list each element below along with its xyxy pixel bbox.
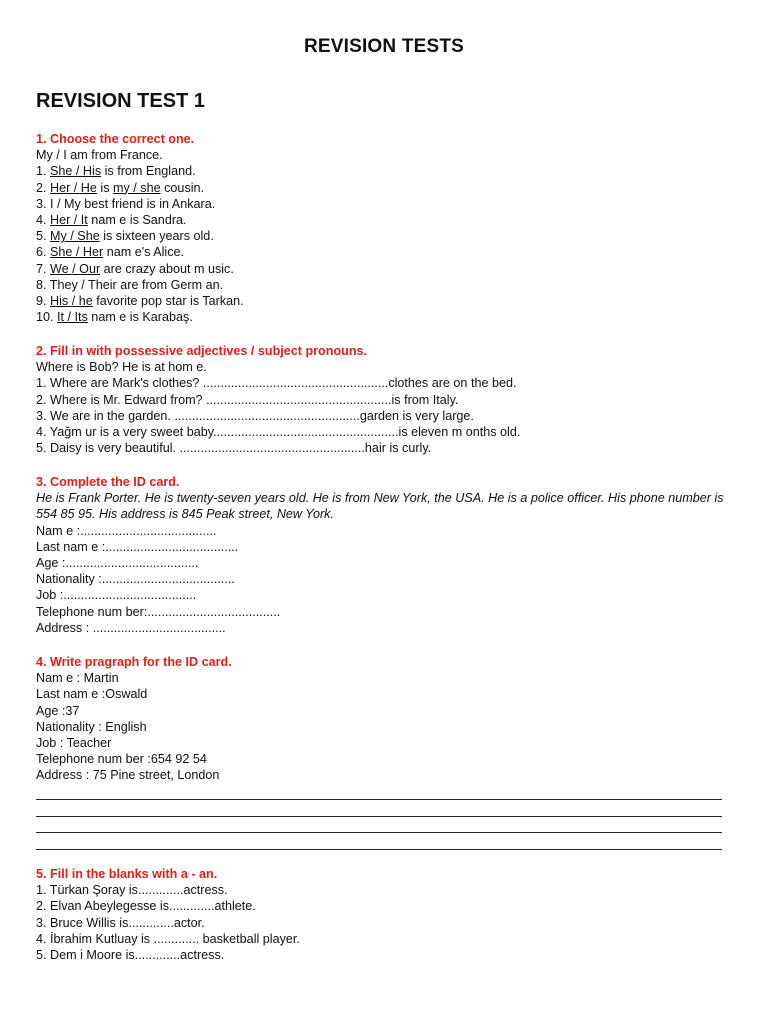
id-card-passage: He is Frank Porter. He is twenty-seven years old. He is from New York, the USA. He is a police officer. His phone number is 554 85 95. His address is 845 Peak street, New York. — [36, 491, 724, 522]
form-field: Nationality :...................................... — [36, 572, 235, 587]
list-item: 3. Bruce Willis is.............actor. — [36, 915, 205, 930]
section-id-card — [36, 474, 736, 636]
test-title: REVISION TEST 1 — [36, 90, 205, 112]
form-field: Nam e :....................................... — [36, 523, 217, 538]
form-field: Age :...................................... — [36, 556, 199, 571]
list-item: 2. Elvan Abeylegesse is.............athlete. — [36, 899, 256, 914]
form-field: Telephone num ber:...................................... — [36, 604, 281, 619]
form-field: Address : ...................................... — [36, 620, 226, 635]
section-3-title: 3. Complete the ID card. — [36, 475, 180, 489]
form-field: Last nam e :...................................... — [36, 539, 239, 554]
section-5-title: 5. Fill in the blanks with a - an. — [36, 867, 218, 881]
section-2-example: Where is Bob? He is at hom e. — [36, 360, 207, 375]
list-item: 2. Where is Mr. Edward from? .....................................................is from Italy. — [36, 392, 459, 407]
list-item: 4. Yağm ur is a very sweet baby.....................................................is eleven m onths old. — [36, 425, 521, 440]
list-item: 1. Türkan Şoray is.............actress. — [36, 883, 228, 898]
id-card-field: Nam e : Martin — [36, 671, 119, 686]
list-item: 1. She / His is from England. — [36, 164, 196, 179]
id-card-field: Age :37 — [36, 703, 80, 718]
id-card-field: Address : 75 Pine street, London — [36, 768, 220, 783]
list-item: 5. Daisy is very beautiful. .....................................................hair is curly. — [36, 441, 432, 456]
list-item: 9. His / he favorite pop star is Tarkan. — [36, 294, 244, 309]
list-item: 2. Her / He is my / she cousin. — [36, 180, 204, 195]
section-choose-correct — [36, 131, 736, 325]
writing-line — [36, 800, 722, 817]
section-write-paragraph — [36, 654, 736, 850]
document-title: REVISION TESTS — [303, 36, 465, 57]
section-2-title: 2. Fill in with possessive adjectives / subject pronouns. — [36, 344, 368, 358]
list-item: 6. She / Her nam e's Alice. — [36, 245, 185, 260]
writing-line — [36, 784, 722, 801]
section-1-title: 1. Choose the correct one. — [36, 132, 195, 146]
id-card-field: Last nam e :Oswald — [36, 687, 148, 702]
section-1-example: My / I am from France. — [36, 148, 163, 163]
writing-line — [36, 817, 722, 834]
id-card-field: Nationality : English — [36, 719, 147, 734]
section-4-title: 4. Write pragraph for the ID card. — [36, 655, 232, 669]
list-item: 7. We / Our are crazy about m usic. — [36, 261, 234, 276]
list-item: 3. We are in the garden. .....................................................garden is very large. — [36, 408, 474, 423]
id-card-field: Job : Teacher — [36, 736, 112, 751]
list-item: 3. I / My best friend is in Ankara. — [36, 196, 216, 211]
list-item: 5. My / She is sixteen years old. — [36, 229, 214, 244]
list-item: 10. It / Its nam e is Karabaş. — [36, 310, 193, 325]
id-card-field: Telephone num ber :654 92 54 — [36, 752, 207, 767]
list-item: 1. Where are Mark's clothes? .....................................................clothes are on the bed. — [36, 376, 517, 391]
section-fill-possessive — [36, 343, 736, 456]
form-field: Job :...................................... — [36, 588, 197, 603]
section-a-an — [36, 866, 736, 963]
list-item: 4. Her / It nam e is Sandra. — [36, 213, 187, 228]
list-item: 5. Dem i Moore is.............actress. — [36, 948, 225, 963]
list-item: 4. İbrahim Kutluay is ............. basketball player. — [36, 931, 300, 946]
list-item: 8. They / Their are from Germ an. — [36, 277, 224, 292]
writing-line — [36, 833, 722, 850]
